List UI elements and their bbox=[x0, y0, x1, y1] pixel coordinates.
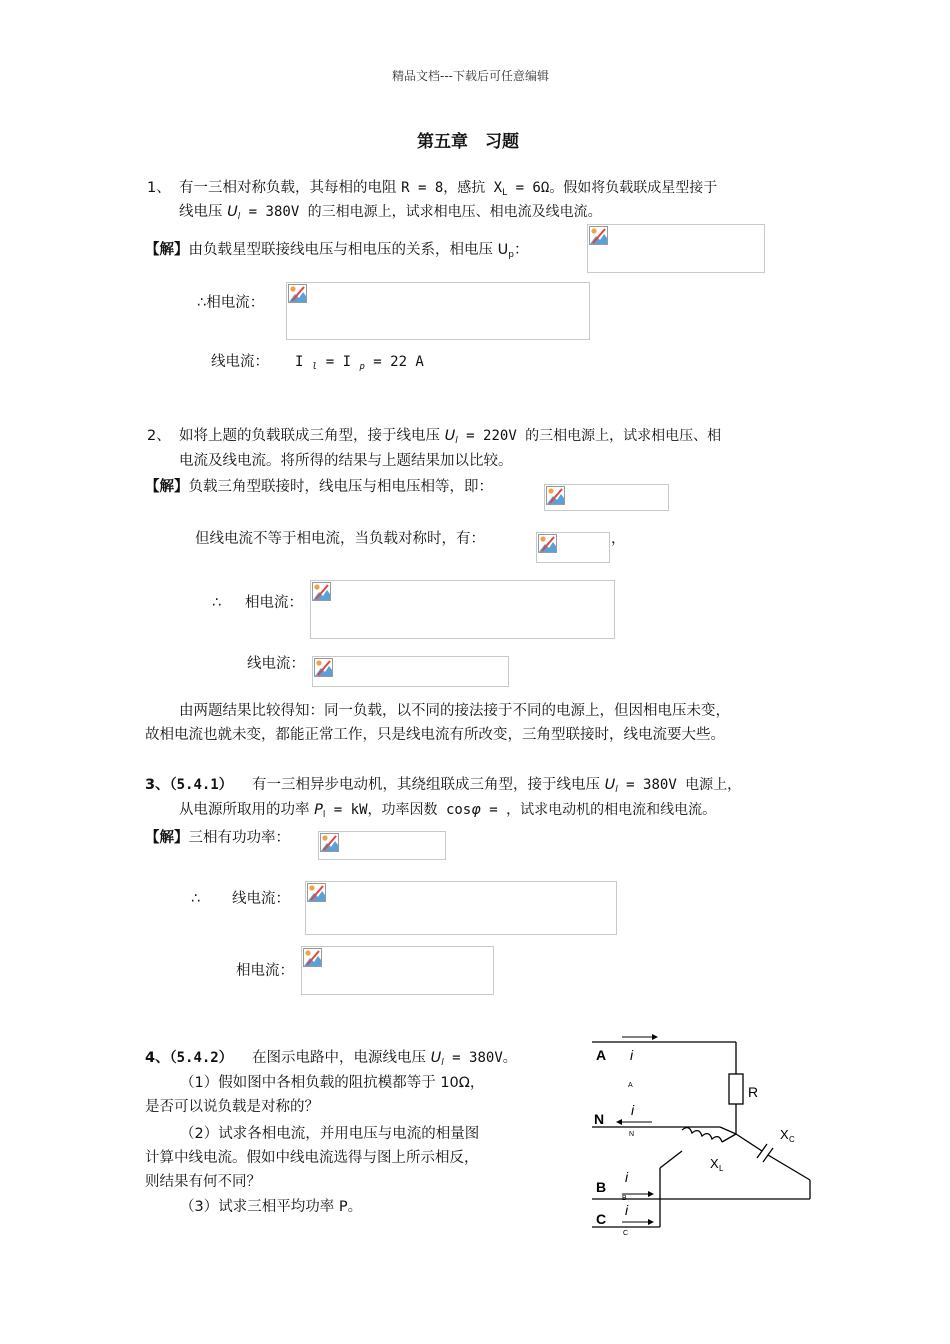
label-current-a: i bbox=[630, 1047, 634, 1063]
q2-formula-line-current bbox=[312, 656, 509, 687]
arrowhead-in bbox=[616, 1119, 622, 1125]
broken-image-icon bbox=[546, 486, 565, 505]
wire-n-to-node bbox=[720, 1127, 736, 1134]
label-current-c: i bbox=[625, 1202, 629, 1218]
label-node-c: C bbox=[596, 1211, 607, 1227]
q2-therefore: ∴ bbox=[212, 595, 222, 611]
arrowhead-ia bbox=[652, 1034, 658, 1040]
q2-note: 但线电流不等于相电流，当负载对称时，有： bbox=[195, 531, 485, 547]
arrowhead-ib bbox=[648, 1191, 654, 1197]
q2-number: 2、 bbox=[147, 428, 171, 444]
q3-therefore: ∴ bbox=[191, 891, 201, 907]
q4-part3: （3）试求三相平均功率 P。 bbox=[180, 1199, 363, 1215]
q2-line2: 电流及线电流。将所得的结果与上题结果加以比较。 bbox=[179, 453, 513, 469]
label-capacitor-sub: C bbox=[789, 1135, 795, 1144]
q3-solution: 【解】三相有功功率： bbox=[145, 830, 290, 846]
q2-formula-voltage bbox=[544, 484, 669, 511]
broken-image-icon bbox=[312, 582, 331, 601]
label-node-n: N bbox=[594, 1111, 605, 1127]
broken-image-icon bbox=[589, 226, 608, 245]
broken-image-icon bbox=[303, 948, 322, 967]
label-current-n: i bbox=[631, 1102, 635, 1118]
label-inductor-sub: L bbox=[719, 1164, 724, 1173]
q3-formula-phase-current bbox=[301, 946, 494, 995]
resistor-r bbox=[729, 1074, 743, 1104]
capacitor-plate-1 bbox=[757, 1144, 767, 1158]
q3-line-current-label: 线电流： bbox=[232, 891, 290, 907]
q3-formula-line-current bbox=[305, 881, 617, 935]
q2-line-current-label: 线电流： bbox=[247, 656, 305, 672]
q1-line1: 有一三相对称负载，其每相的电阻 R = 8，感抗 $X_L = 6\Omega$。假如将负载联成星型接于 bbox=[179, 180, 718, 198]
q4-part1-b: 是否可以说负载是对称的？ bbox=[145, 1099, 319, 1115]
label-capacitor: X bbox=[780, 1127, 789, 1142]
chapter-title: 第五章 习题 bbox=[417, 132, 519, 152]
inductor-xl bbox=[682, 1128, 722, 1142]
label-node-b: B bbox=[596, 1179, 607, 1195]
q2-note-end: ， bbox=[611, 531, 626, 547]
label-current-b-sub: B bbox=[622, 1195, 627, 1202]
q1-phase-current-label: ∴相电流： bbox=[197, 295, 265, 311]
q1-formula-phase-voltage bbox=[587, 224, 765, 273]
broken-image-icon bbox=[320, 833, 339, 852]
wire-capacitor-right bbox=[768, 1155, 810, 1180]
broken-image-icon bbox=[538, 534, 557, 553]
label-inductor: X bbox=[710, 1156, 719, 1171]
q1-line2: 线电压 $U_l = 380V$ 的三相电源上，试求相电压、相电流及线电流。 bbox=[179, 204, 602, 222]
q2-formula-phase-current bbox=[310, 580, 615, 639]
q2-formula-relation bbox=[536, 532, 610, 563]
q1-number: 1、 bbox=[147, 180, 171, 196]
q1-line-current-expr: I $_l$ = I $_p$ = 22 A bbox=[295, 354, 424, 372]
q4-line1: 在图示电路中，电源线电压 $U_l = 380V$。 bbox=[252, 1050, 517, 1068]
q2-conclusion-1: 由两题结果比较得知：同一负载，以不同的接法接于不同的电源上，但因相电压未变， bbox=[179, 703, 730, 719]
q2-line1: 如将上题的负载联成三角型，接于线电压 $U_l = 220V$ 的三相电源上，试求相电压、相 bbox=[179, 428, 722, 446]
wire-node-to-inductor bbox=[722, 1134, 736, 1142]
broken-image-icon bbox=[307, 883, 326, 902]
arrowhead-ic bbox=[648, 1219, 654, 1225]
q3-line2: 从电源所取用的功率 $P_l$ = kW，功率因数 cosφ = ，试求电动机的相电流和线电流。 bbox=[179, 802, 717, 820]
q3-phase-current-label: 相电流： bbox=[236, 963, 294, 979]
q3-line1: 有一三相异步电动机，其绕组联成三角型，接于线电压 $U_l = 380V$ 电源上， bbox=[252, 777, 742, 795]
q4-part2-c: 则结果有何不同？ bbox=[145, 1174, 261, 1190]
label-current-c-sub: C bbox=[623, 1230, 629, 1237]
q4-part2-b: 计算中线电流。假如中线电流选得与图上所示相反， bbox=[145, 1150, 479, 1166]
wire-node-to-capacitor bbox=[736, 1134, 762, 1151]
q1-line-current-label: 线电流： bbox=[211, 354, 269, 370]
q4-number: 4、（5.4.2） bbox=[145, 1050, 233, 1066]
q4-part2-a: （2）试求各相电流，并用电压与电流的相量图 bbox=[180, 1126, 480, 1142]
label-current-a-sub: A bbox=[628, 1082, 633, 1089]
page-header: 精品文档---下载后可任意编辑 bbox=[392, 69, 549, 83]
broken-image-icon bbox=[288, 284, 307, 303]
wire-inductor-to-b bbox=[660, 1151, 682, 1168]
label-node-a: A bbox=[596, 1047, 607, 1063]
q2-solution: 【解】负载三角型联接时，线电压与相电压相等，即： bbox=[145, 479, 493, 495]
q1-formula-phase-current bbox=[286, 282, 590, 340]
broken-image-icon bbox=[314, 658, 333, 677]
q3-formula-power bbox=[318, 831, 446, 860]
label-current-b: i bbox=[625, 1169, 629, 1185]
q1-solution: 【解】由负载星型联接线电压与相电压的关系，相电压 $U_p$： bbox=[145, 242, 529, 260]
q2-conclusion-2: 故相电流也就未变，都能正常工作，只是线电流有所改变，三角型联接时，线电流要大些。 bbox=[145, 727, 725, 743]
label-current-n-sub: N bbox=[629, 1131, 635, 1138]
q2-phase-current-label: 相电流： bbox=[245, 595, 303, 611]
three-phase-circuit-diagram bbox=[580, 1030, 830, 1245]
q4-part1-a: （1）假如图中各相负载的阻抗模都等于 10Ω， bbox=[180, 1075, 485, 1091]
q3-number: 3、（5.4.1） bbox=[145, 777, 233, 793]
label-resistor: R bbox=[748, 1084, 759, 1100]
